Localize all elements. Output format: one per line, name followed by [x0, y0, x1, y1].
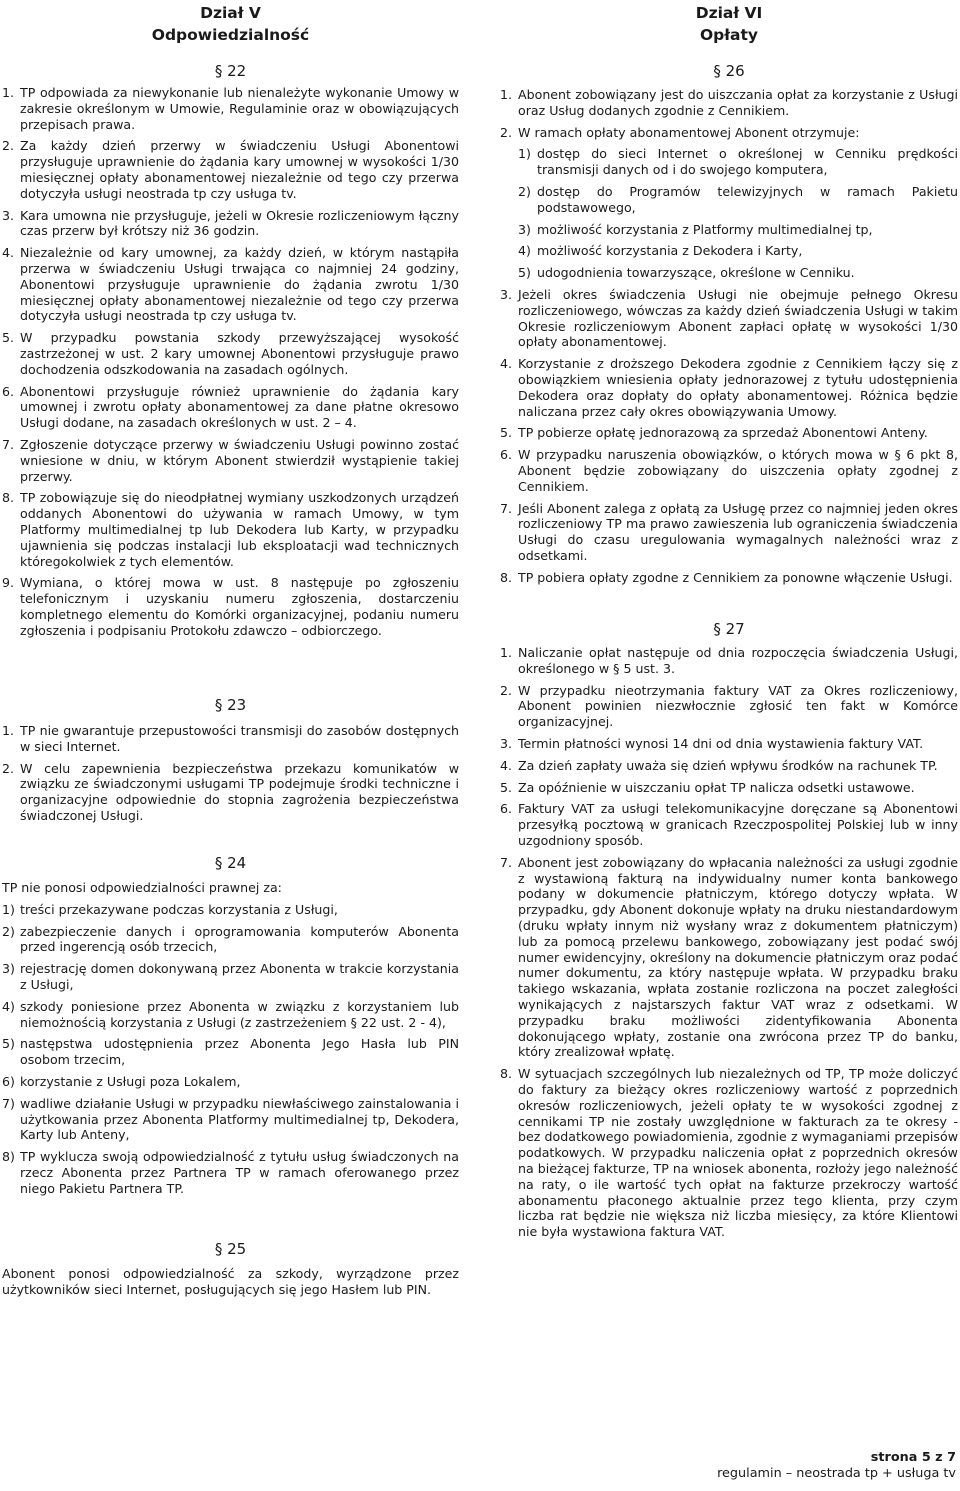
paragraph-title-25: § 25 — [214, 1240, 247, 1258]
list-item: 6) korzystanie z Usługi poza Lokalem, — [2, 1073, 241, 1089]
list-item: 1. Naliczanie opłat następuje od dnia rozpoczęcia świadczenia Usługi, określonego w § 5 ust. 3. — [500, 645, 958, 676]
list-item: 1) treści przekazywane podczas korzystania z Usługi, — [2, 901, 338, 917]
paragraph-title-27: § 27 — [713, 620, 745, 638]
list-item: 8. TP zobowiązuje się do nieodpłatnej wymiany uszkodzonych urządzeń oddanych Abonentowi do używania w ramach Umowy, w tym Platformy multimedialnej tp lub Dekodera lub Karty, w przypadku ujawnienia się podczas instalacji lub eksploatacji wad technicznych któregokolwiek z tych elementów. — [2, 490, 459, 569]
document-name: regulamin – neostrada tp + usługa tv — [717, 1466, 956, 1481]
list-item: 2. W przypadku nieotrzymania faktury VAT za Okres rozliczeniowy, Abonent powinien niezwłocznie zgłosić ten fakt w Komórce organizacyjnej. — [500, 682, 958, 730]
paragraph-title-22: § 22 — [214, 62, 247, 80]
list-item: 1. TP odpowiada za niewykonanie lub nienależyte wykonanie Umowy w zakresie określonym w Umowie, Regulaminie oraz w obowiązujących przepisach prawa. — [2, 85, 459, 132]
paragraph-title-23: § 23 — [214, 696, 247, 714]
subheading-label: Odpowiedzialność — [151, 26, 310, 44]
list-item: 9. Wymiana, o której mowa w ust. 8 następuje po zgłoszeniu telefonicznym i uzyskaniu numeru zgłoszenia, dostarczeniu kompletnego elementu do Komórki organizacyjnej, podaniu numeru zgłoszenia i podpisaniu Protokołu zdawczo – odbiorczego. — [2, 575, 459, 638]
list-item: 3. Kara umowna nie przysługuje, jeżeli w Okresie rozliczeniowym łączny czas przerw był krótszy niż 36 godzin. — [2, 207, 459, 239]
list-item: 4) szkody poniesione przez Abonenta w związku z korzystaniem lub niemożnością korzystania z Usługi (z zastrzeżeniem § 22 ust. 2 - 4), — [2, 998, 459, 1030]
list-item: 6. Abonentowi przysługuje również uprawnienie do żądania kary umownej i zwrotu opłaty abonamentowej za dane płatne okresowo Usługi dodane, na zasadach określonych w ust. 2 – 4. — [2, 383, 459, 431]
sub-list-item: 2) dostęp do Programów telewizyjnych w ramach Pakietu podstawowego, — [518, 183, 958, 215]
heading-label: Dział V — [200, 4, 261, 22]
list-item: 5. W przypadku powstania szkody przewyższającej wysokość zastrzeżonej w ust. 2 kary umownej Abonentowi przysługuje prawo dochodzenia odszkodowania na zasadach ogólnych. — [2, 330, 459, 377]
paragraph-27-list — [500, 645, 958, 1240]
list-item: 3. Termin płatności wynosi 14 dni od dnia wystawienia faktury VAT. — [500, 735, 924, 751]
list-item: 2) zabezpieczenie danych i oprogramowania komputerów Abonenta przed ingerencją osób trzecich, — [2, 923, 459, 955]
list-item: 5) następstwa udostępnienia przez Abonenta Jego Hasła lub PIN osobom trzecim, — [2, 1036, 459, 1068]
subheading-label: Opłaty — [700, 26, 758, 44]
list-item: 2. Za każdy dzień przerwy w świadczeniu Usługi Abonentowi przysługuje uprawnienie do żądania kary umownej w wysokości 1/30 miesięcznej opłaty abonamentowej niezależnie od tego czy przerwa dotyczyła usługi neostrada tp czy usługa tv. — [2, 138, 459, 201]
list-item: 4. Niezależnie od kary umownej, za każdy dzień, w którym nastąpiła przerwa w świadczeniu Usługi trwająca co najmniej 24 godziny, Abonentowi przysługuje uprawnienie do żądania zwrotu 1/30 miesięcznej opłaty abonamentowej niezależnie od tego czy przerwa dotyczyła usługi neostrada tp czy usługa tv. — [2, 245, 459, 324]
list-item: 7. Abonent jest zobowiązany do wpłacania należności za usługi zgodnie z wystawioną fakturą na indywidualny numer konta bankowego podany w dokumencie płatniczym, którego dotyczy wpłata. W przypadku, gdy Abonent dokonuje wpłaty na druku niestandardowym (druku wpłaty innym niż wysłany wraz z dokumentem płatniczym) lub za pomocą przelewu bankowego, zobowiązany jest podać swój numer ewidencyjny, określony na dokumencie płatniczym oraz podać numer dokumentu, za który następuje wpłata. W przypadku braku takiego wskazania, wpłata zostanie rozliczona na poczet zaległości wynikających z najstarszych faktur VAT wraz z odsetkami. W przypadku braku możliwości zidentyfikowania Abonenta dokonującego wpłaty, zostanie ona zwrócona przez TP do banku, który zrealizował wpłatę. — [500, 854, 958, 1060]
list-item: 2. W celu zapewnienia bezpieczeństwa przekazu komunikatów w związku ze świadczonymi usługami TP podejmuje środki techniczne i organizacyjne odpowiednie do stopnia zagrożenia bezpieczeństwa świadczonej Usługi. — [2, 760, 459, 823]
list-item: 4. Za dzień zapłaty uważa się dzień wpływu środków na rachunek TP. — [500, 757, 938, 773]
paragraph-title-26: § 26 — [713, 62, 745, 80]
paragraph-26-list — [500, 87, 958, 586]
sub-list-item: 4) możliwość korzystania z Dekodera i Karty, — [518, 243, 803, 259]
sub-list-item: 1) dostęp do sieci Internet o określonej w Cenniku prędkości transmisji danych od i do swojego komputera, — [518, 146, 958, 178]
paragraph-25-text: Abonent ponosi odpowiedzialność za szkody, wyrządzone przez użytkowników sieci Internet, posługujących się jego Hasłem lub PIN. — [2, 1266, 459, 1297]
section-heading-v — [2, 2, 459, 46]
list-item: 7) wadliwe działanie Usługi w przypadku niewłaściwego zainstalowania i użytkowania przez Abonenta Platformy multimedialnej tp, Dekodera, Karty lub Anteny, — [2, 1095, 459, 1143]
list-item: 6. W przypadku naruszenia obowiązków, o których mowa w § 6 pkt 8, Abonent będzie zobowiązany do uiszczenia opłaty zgodnej z Cennikiem. — [500, 447, 958, 494]
list-item: 2. W ramach opłaty abonamentowej Abonent otrzymuje: — [500, 124, 860, 140]
list-item: 8. TP pobiera opłaty zgodne z Cennikiem za ponowne włączenie Usługi. — [500, 569, 953, 585]
list-item: 3) rejestrację domen dokonywaną przez Abonenta w trakcie korzystania z Usługi, — [2, 961, 459, 992]
sub-list-item: 3) możliwość korzystania z Platformy multimedialnej tp, — [518, 221, 873, 237]
list-item: 1. TP nie gwarantuje przepustowości transmisji do zasobów dostępnych w sieci Internet. — [2, 723, 459, 754]
list-item: 5. Za opóźnienie w uiszczaniu opłat TP nalicza odsetki ustawowe. — [500, 779, 915, 795]
list-item: 1. Abonent zobowiązany jest do uiszczania opłat za korzystanie z Usługi oraz Usług dodanych zgodnie z Cennikiem. — [500, 87, 958, 118]
page-footer — [717, 1450, 956, 1482]
sub-list-item: 5) udogodnienia towarzyszące, określone w Cenniku. — [518, 265, 855, 281]
list-item: 6. Faktury VAT za usługi telekomunikacyjne doręczane są Abonentowi przesyłką pocztową w granicach Rzeczpospolitej Polskiej lub w inny uzgodniony sposób. — [500, 801, 958, 848]
paragraph-title-24: § 24 — [214, 854, 247, 872]
paragraph-22-list — [2, 85, 459, 639]
list-item: 8. W sytuacjach szczególnych lub niezależnych od TP, TP może doliczyć do faktury za bieżący okres rozliczeniowy wartość z poprzednich okresów rozliczeniowych, jeżeli opłaty te w wysokości zgodnej z cennikami TP nie zostały uwzględnione w fakturach za te okresy - bez dodatkowego powiadomienia, zgodnie z wymaganiami przepisów podatkowych. W przypadku naliczenia opłat z poprzednich okresów na bieżącej fakturze, TP na wniosek abonenta, rozłoży jego należność na raty, o ile wartość tych opłat na fakturze przekroczy wartość abonamentu płaconego aktualnie przez tego klienta, przy czym liczba rat będzie nie większa niż liczba miesięcy, za które Klientowi nie była wystawiona faktura VAT. — [500, 1066, 958, 1240]
paragraph-intro: TP nie ponosi odpowiedzialności prawnej za: — [2, 880, 282, 895]
list-item: 3. Jeżeli okres świadczenia Usługi nie obejmuje pełnego Okresu rozliczeniowego, wówczas za każdy dzień świadczenia Usługi w takim Okresie rozliczeniowym Abonent zapłaci opłatę w wysokości 1/30 opłaty abonamentowej. — [500, 286, 958, 350]
list-item: 7. Jeśli Abonent zalega z opłatą za Usługę przez co najmniej jeden okres rozliczeniowy TP ma prawo zawieszenia lub ograniczenia świadczenia Usługi do czasu uregulowania wymagalnych należności wraz z odsetkami. — [500, 500, 958, 563]
list-item: 4. Korzystanie z droższego Dekodera zgodnie z Cennikiem łączy się z obowiązkiem wniesienia opłaty jednorazowej z tytułu udostępnienia Dekodera oraz dopłaty do opłaty abonamentowej. Różnica będzie naliczana przez cały okres obowiązywania Umowy. — [500, 356, 958, 419]
heading-label: Dział VI — [695, 4, 763, 22]
list-item: 8) TP wyklucza swoją odpowiedzialność z tytułu usług świadczonych na rzecz Abonenta przez Partnera TP w ramach oferowanego przez niego Pakietu Partnera TP. — [2, 1149, 459, 1196]
paragraph-23-list — [2, 723, 459, 824]
list-item: 7. Zgłoszenie dotyczące przerwy w świadczeniu Usługi powinno zostać wniesione w dniu, w którym Abonent stwierdził wystąpienie takiej przerwy. — [2, 436, 459, 484]
page-number: strona 5 z 7 — [870, 1450, 956, 1465]
section-heading-vi — [500, 2, 958, 46]
list-item: 5. TP pobierze opłatę jednorazową za sprzedaż Abonentowi Anteny. — [500, 425, 928, 441]
paragraph-24-list — [2, 880, 459, 1197]
